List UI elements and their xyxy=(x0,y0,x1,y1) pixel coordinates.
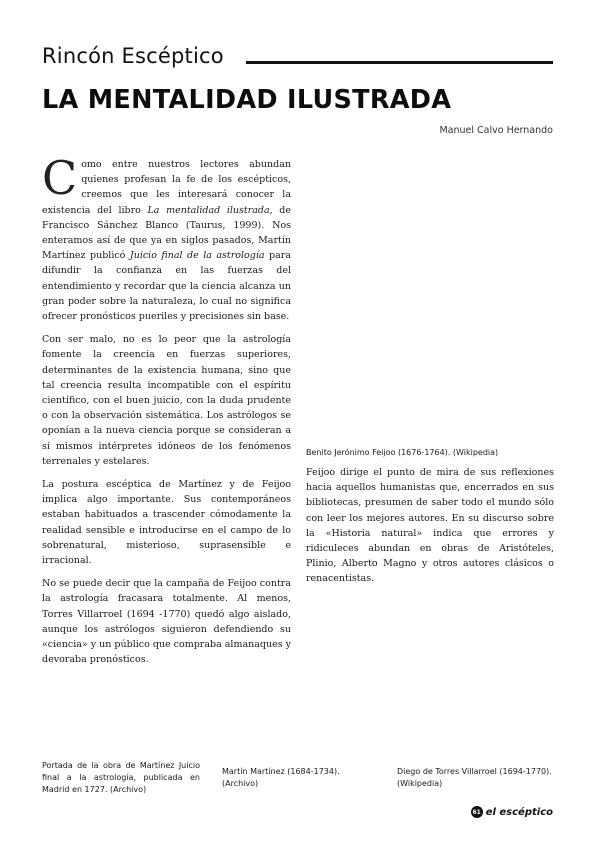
right-column xyxy=(306,465,554,595)
section-rule xyxy=(246,61,553,64)
caption-feijoo: Benito Jerónimo Feijoo (1676-1764). (Wikipedia) xyxy=(306,448,499,457)
paragraph-3: La postura escéptica de Martínez y de Feijoo implica algo importante. Sus contemporáneos estaban habituados a trascender cómodamente la realidad sensible e introducirse en el campo de lo sobrenatural, misterioso, suprasensible e irracional. xyxy=(42,479,291,567)
page-footer xyxy=(471,806,553,818)
left-column xyxy=(42,151,292,676)
book-title: La mentalidad ilustrada xyxy=(147,204,270,216)
author-byline: Manuel Calvo Hernando xyxy=(439,125,553,136)
paragraph-2: Con ser malo, no es lo peor que la astrología fomente la creencia en fuerzas superiores, determinantes de la existencia humana, sino que tal creencia resulta incompatible con el espíritu científico, con el buen juicio, con la duda prudente o con la observación sistemática. Los astrólogos se oponían a la nueva ciencia porque se consideran a sí mismos intérpretes idóneos de los fenómenos terrenales y estelares. xyxy=(42,334,291,467)
drop-cap: C xyxy=(42,151,78,205)
caption-portada: Portada de la obra de Martínez Juicio final a la astrología, publicada en Madrid en 1727. (Archivo) xyxy=(42,761,200,794)
paragraph-4: No se puede decir que la campaña de Feijoo contra la astrología fracasara totalmente. Al menos, Torres Villarroel (1694 -1770) quedó algo aislado, aunque los astrólogos siguieron defendiendo su «ciencia» y un público que compraba almanaques y devoraba pronósticos. xyxy=(42,578,292,666)
page-number: 61 xyxy=(471,806,483,818)
caption-torres: Diego de Torres Villarroel (1694-1770). (Wikipedia) xyxy=(397,767,552,788)
paragraph-1-text-c: para difundir la confianza en las fuerzas del entendimiento y recordar que la ciencia alcanza un gran poder sobre la naturaleza, lo cual no significa ofrecer pronósticos pueriles y precisiones sin base. xyxy=(42,250,291,323)
paragraph-5: Feijoo dirige el punto de mira de sus reflexiones hacia aquellos humanistas que, encerrados en sus bibliotecas, presumen de saber todo el mundo sólo con leer los mejores autores. En su discurso sobre la «Historia natural» indica que errores y ridiculeces abundan en obras de Aristóteles, Plinio, Alberto Magno y otros autores clásicos o renacentistas. xyxy=(306,467,554,585)
section-title: Rincón Escéptico xyxy=(42,44,224,68)
paragraph-1 xyxy=(42,151,291,324)
magazine-name: el escéptico xyxy=(485,806,553,818)
caption-martinez: Martín Martínez (1684-1734). (Archivo) xyxy=(222,767,340,788)
paragraph-1-text-b: , de Francisco Sánchez Blanco (Taurus, 1999). Nos enteramos así de que ya en siglos pasados, Martín Martínez publicó xyxy=(42,204,291,262)
paragraph-1-text-a: omo entre nuestros lectores abundan quienes profesan la fe de los escépticos, creemos que les interesará conocer la existencia del libro xyxy=(42,159,291,216)
article-title: LA MENTALIDAD ILUSTRADA xyxy=(42,85,452,115)
work-title: Juicio final de la astrología xyxy=(129,250,265,262)
